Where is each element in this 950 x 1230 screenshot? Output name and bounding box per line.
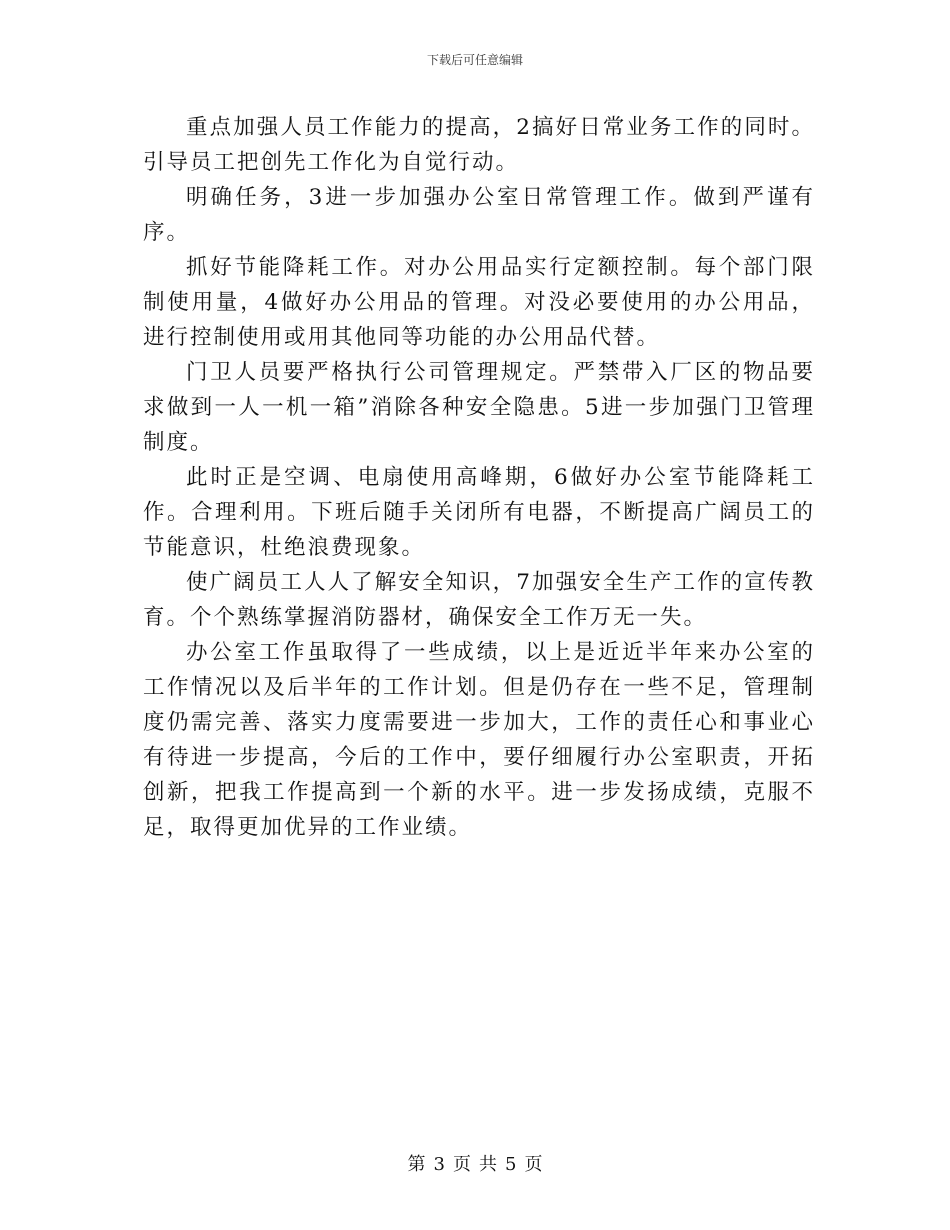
paragraph-2: 明确任务，3进一步加强办公室日常管理工作。做到严谨有序。 (143, 185, 815, 245)
paragraph-7: 办公室工作虽取得了一些成绩，以上是近近半年来办公室的工作情况以及后半年的工作计划。但是仍存在一些不足，管理制度仍需完善、落实力度需要进一步加大，工作的责任心和事业心有待进一步提高，今后的工作中，要仔细履行办公室职责，开拓创新，把我工作提高到一个新的水平。进一步发扬成绩，克服不足，取得更加优异的工作业绩。 (143, 640, 815, 840)
paragraph-5: 此时正是空调、电扇使用高峰期，6做好办公室节能降耗工作。合理利用。下班后随手关闭所有电器，不断提高广阔员工的节能意识，杜绝浪费现象。 (143, 465, 815, 560)
page-footer (0, 1153, 950, 1177)
paragraph-1: 重点加强人员工作能力的提高，2搞好日常业务工作的同时。引导员工把创先工作化为自觉行动。 (143, 115, 815, 175)
total-pages-number: 5 (505, 1154, 517, 1175)
page-label-prefix: 第 (407, 1154, 426, 1175)
paragraph-3: 抓好节能降耗工作。对办公用品实行定额控制。每个部门限制使用量，4做好办公用品的管理。对没必要使用的办公用品，进行控制使用或用其他同等功能的办公用品代替。 (143, 255, 815, 350)
paragraph-4: 门卫人员要严格执行公司管理规定。严禁带入厂区的物品要求做到一人一机一箱”消除各种安全隐患。5进一步加强门卫管理制度。 (143, 360, 815, 455)
current-page-number: 3 (433, 1154, 445, 1175)
paragraph-6: 使广阔员工人人了解安全知识，7加强安全生产工作的宣传教育。个个熟练掌握消防器材，确保安全工作万无一失。 (143, 570, 815, 630)
document-body (143, 110, 815, 845)
page-header: 下载后可任意编辑 (426, 53, 523, 67)
page-label-unit: 页 (453, 1154, 471, 1175)
total-label-unit: 页 (524, 1154, 543, 1175)
total-label-prefix: 共 (479, 1154, 497, 1175)
